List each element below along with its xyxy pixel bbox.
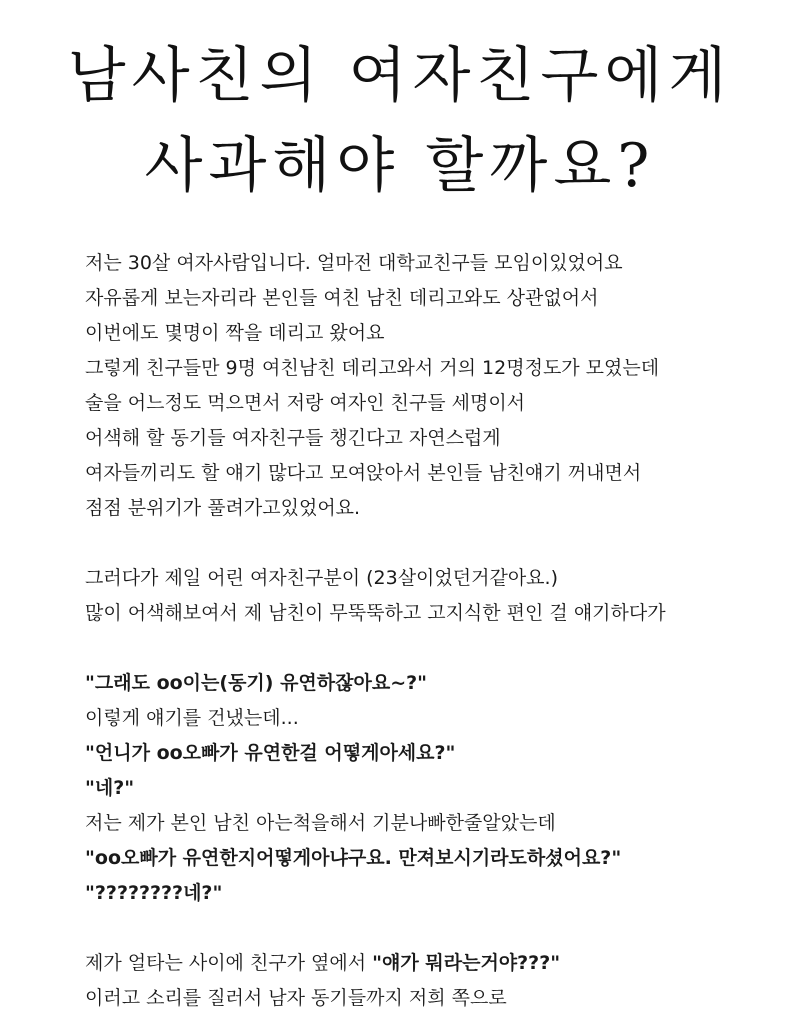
- post-title-line-2: 사과해야 할까요?: [144, 131, 656, 201]
- body-text: 제가 얼타는 사이에 친구가 옆에서: [85, 952, 373, 974]
- quote-text: "얘가 뭐라는거야???": [372, 952, 561, 974]
- body-line: 저는 30살 여자사람입니다. 얼마전 대학교친구들 모임이있었어요: [85, 252, 623, 274]
- body-line: 그렇게 친구들만 9명 여친남친 데리고와서 거의 12명정도가 모였는데: [85, 357, 660, 379]
- body-line: 그러다가 제일 어린 여자친구분이 (23살이었던거같아요.): [85, 567, 558, 589]
- quote-line: "????????네?": [85, 882, 223, 904]
- quote-line: "oo오빠가 유연한지어떻게아냐구요. 만져보시기라도하셨어요?": [85, 847, 622, 869]
- body-line: 여자들끼리도 할 얘기 많다고 모여앉아서 본인들 남친얘기 꺼내면서: [85, 462, 642, 484]
- body-line: 어색해 할 동기들 여자친구들 챙긴다고 자연스럽게: [85, 427, 501, 449]
- body-line: 저는 제가 본인 남친 아는척을해서 기분나빠한줄알았는데: [85, 812, 556, 834]
- paragraph-gap: [85, 911, 785, 946]
- quote-line: "네?": [85, 777, 135, 799]
- body-line: 이러고 소리를 질러서 남자 동기들까지 저희 쪽으로: [85, 987, 507, 1009]
- body-line: 점점 분위기가 풀려가고있었어요.: [85, 497, 361, 519]
- paragraph-gap: [85, 631, 785, 666]
- body-line: 많이 어색해보여서 제 남친이 무뚝뚝하고 고지식한 편인 걸 얘기하다가: [85, 602, 666, 624]
- post-title-line-1: 남사친의 여자친구에게: [67, 41, 733, 111]
- quote-line: "언니가 oo오빠가 유연한걸 어떻게아세요?": [85, 742, 456, 764]
- body-line: 이번에도 몇명이 짝을 데리고 왔어요: [85, 322, 385, 344]
- body-line: 이렇게 얘기를 건냈는데...: [85, 707, 299, 729]
- paragraph-gap: [85, 526, 785, 561]
- body-line: [85, 946, 785, 981]
- quote-line: "그래도 oo이는(동기) 유연하잖아요~?": [85, 672, 428, 694]
- body-line: 술을 어느정도 먹으면서 저랑 여자인 친구들 세명이서: [85, 392, 526, 414]
- body-line: 자유롭게 보는자리라 본인들 여친 남친 데리고와도 상관없어서: [85, 287, 599, 309]
- post-body: [85, 246, 785, 1016]
